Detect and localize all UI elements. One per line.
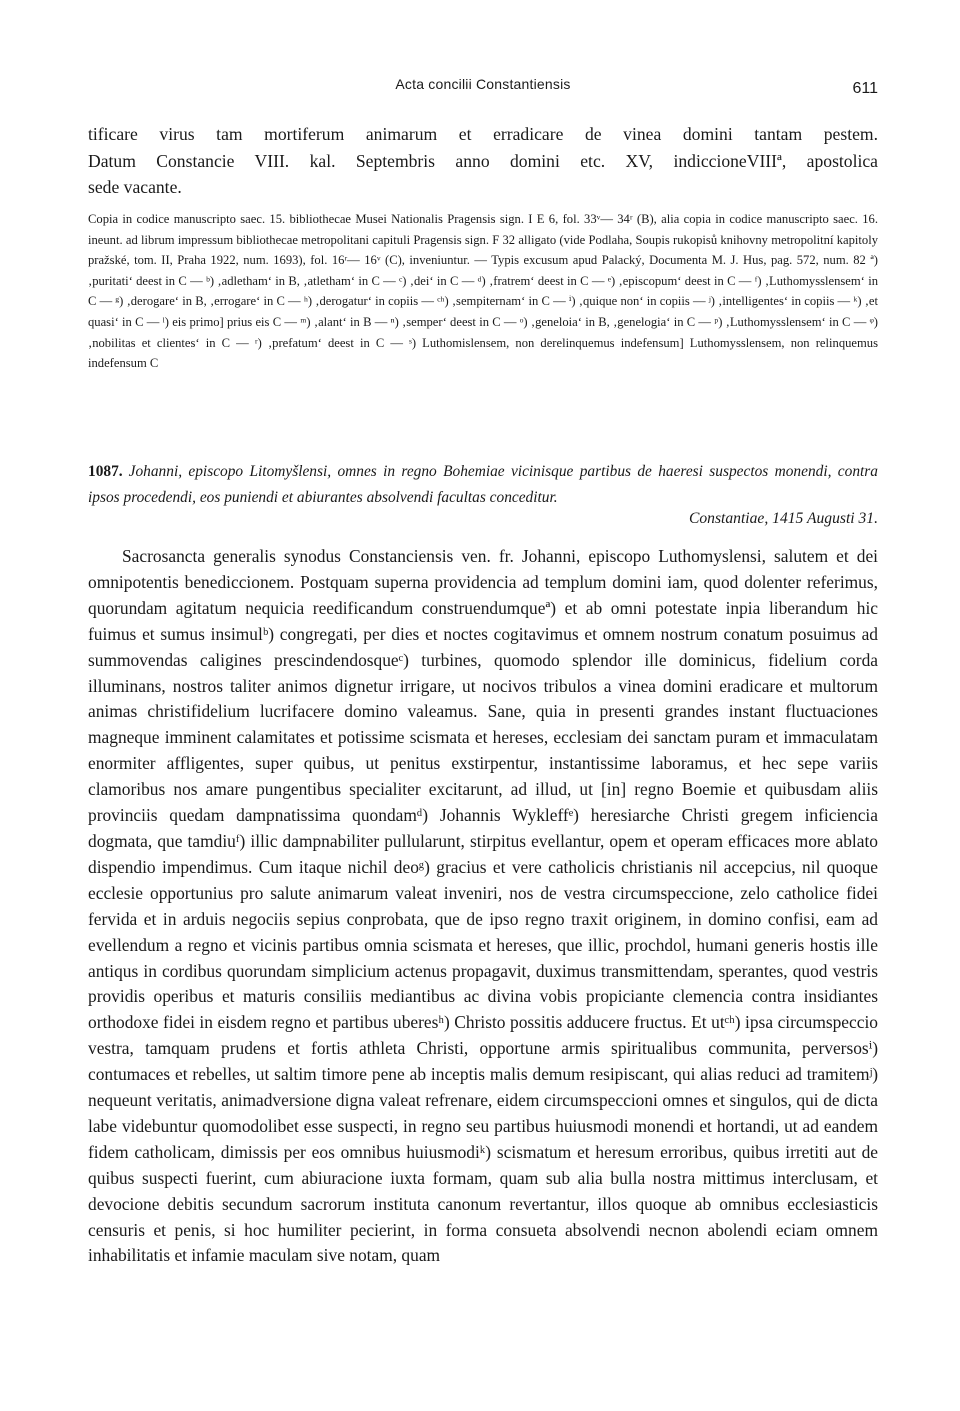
document-title: Johanni, episcopo Litomyšlensi, omnes in regno Bohemiae vicinisque partibus de haeresi suspectos monendi, contra ipsos procedendi, eos puniendi et abiurantes absolvendi facultas conceditur.	[88, 463, 878, 506]
document-body: Sacrosancta generalis synodus Constanciensis ven. fr. Johanni, episcopo Luthomyslensi, salutem et dei omnipotentis benediccionem. Postquam superna providencia ad templum domini iam, quod dolenter referimus, quorundam agitatum nequicia reedificandum construendumqueª) et ab omni potestate inpia liberandum hic fuimus et sumus insimulᵇ) congregati, per dies et noctes cogitavimus et omnem nostrum conatum posuimus ad summovendas caligines prescindendosqueᶜ) turbines, quomodo splendor ille dominicus, fidelium corda illuminans, nostros taliter animos dignetur irrigare, ut nocivos tribulos a vinea domini eradicare et multorum animas christifidelium lucrifacere domino valeamus. Sane, quia in presenti grandes instant fluctuaciones magneque imminent calamitates et potissime scismata et hereses, ecclesiam dei sanctam puram et immaculatam enormiter affligentes, super quibus, ut penitus exstirpentur, instantissime laboramus, et hec sepe variis clamoribus nos amare pungentibus specialiter excitarunt, ad illud, ut [in] regno Boemie et quibusdam aliis provinciis quedam dampnatissima quondamᵈ) Johannis Wykleffᵉ) heresiarche Christi gregem inficiencia dogmata, que tamdiuᶠ) illic dampnabiliter pullularunt, stirpitus evellantur, opem et operam efficaces more ablato dispendio impendimus. Cum itaque nichil deoᵍ) gracius et vere catholicis christianis nil accepcius, nil quoque ecclesie opportunius pro salute animarum valeat inveniri, nos de vestra circumspeccione, zelo catholice fidei fervida et in arduis negociis sepius conprobata, que de ipso regno traxit originem, in domino confisi, eam ad evellendum a regno et vicinis partibus omnia scismata et hereses, que illic, prochdol, humani generis hostis ille antiqus in cordibus quorundam simplicium actenus propagavit, duximus transmittendam, sperantes, quod vestris providis operibus et maturis consiliis mediantibus ac divina vobis propiciante clemencia contra insidiantes orthodoxe fidei in eisdem regno et partibus uberesʰ) Christo possitis adducere fructus. Et utᶜʰ) ipsa circumspeccio vestra, tamquam prudens et fortis athleta Christi, opportune armis spiritualibus communita, perversosⁱ) contumaces et rebelles, ut saltim timore pene ab inceptis malis demum resipiscant, qui alias reduci ad tramitemʲ) nequeunt veritatis, animadversione digna valeat refrenare, eidem circumspeccioni omnes et singulos, qui de dicta labe videbuntur quomodolibet esse suspecti, in regno seu partibus huiusmodi monendi et hortandi, ut ad eandem fidem catholicam, dimissis per eos omnibus huiusmodiᵏ) scismatum et heresum erroribus, quibus irretiti aut de quibus suspecti fuerint, cum abiuracione iuxta formam, quam sub alia bulla nostra mittimus interclusam, et devocione debitis secundum sacrorum instituta canonum revertantur, illos quoque ab omnibus ecclesiasticis censuris et penis, si hoc humiliter pecierint, in forma consueta absolvendi necnon abolendi eciam omnem inhabilitatis et infamie maculam sive notam, quam	[88, 546, 878, 1266]
running-title: Acta concilii Constantiensis	[395, 76, 571, 92]
closing-line: tificare virus tam mortiferum animarum et erradicare de vinea domini tantam pestem.	[88, 124, 878, 144]
document-number: 1087.	[88, 463, 123, 480]
closing-line: Datum Constancie VIII. kal. Septembris anno domini etc. XV, indiccioneVIIIª, apostolica	[88, 150, 878, 171]
closing-line: sede vacante.	[88, 177, 182, 197]
critical-apparatus: Copia in codice manuscripto saec. 15. bibliothecae Musei Nationalis Pragensis sign. I E 6, fol. 33ᵛ— 34ʳ (B), alia copia in codice manuscripto saec. 16. ineunt. ad librum impressum bibliothecae metropolitani capituli Pragensis sign. F 32 alligato (vide Podlaha, Soupis rukopisů knihovny metropolitní kapitoly pražské, tom. II, Praha 1922, num. 1693), fol. 16ʳ— 16ᵛ (C), inveniuntur. — Typis excusum apud Palacký, Documenta M. J. Hus, pag. 572, num. 82 ª) ‚puritati‘ deest in C — ᵇ) ‚adletham‘ in B, ‚atletham‘ in C — ᶜ) ‚dei‘ in C — ᵈ) ‚fratrem‘ deest in C — ᵉ) ‚episcopum‘ deest in C — ᶠ) ‚Luthomysslensem‘ in C — ᵍ) ‚derogare‘ in B, ‚errogare‘ in C — ʰ) ‚derogatur‘ in copiis — ᶜʰ) ‚sempiternam‘ in C — ⁱ) ‚quique non‘ in copiis — ʲ) ‚intelligentes‘ in copiis — ᵏ) ‚et quasi‘ in C — ˡ) eis primo] prius eis C — ᵐ) ‚alant‘ in B — ⁿ) ‚semper‘ deest in C — ᵒ) ‚geneloia‘ in B, ‚genelogia‘ in C — ᵖ) ‚Luthomysslensem‘ in C — ᵠ) ‚nobilitas et clientes‘ in C — ʳ) ‚prefatum‘ deest in C — ˢ) Luthomislensem, non derelinquemus indefensum] Luthomysslensem, non relinquemus indefensum C	[88, 212, 878, 371]
page-number: 611	[852, 80, 878, 97]
page-header	[88, 76, 878, 100]
previous-document-closing	[88, 121, 878, 201]
document-date-line: Constantiae, 1415 Augusti 31.	[688, 510, 878, 527]
document-heading	[88, 459, 878, 510]
